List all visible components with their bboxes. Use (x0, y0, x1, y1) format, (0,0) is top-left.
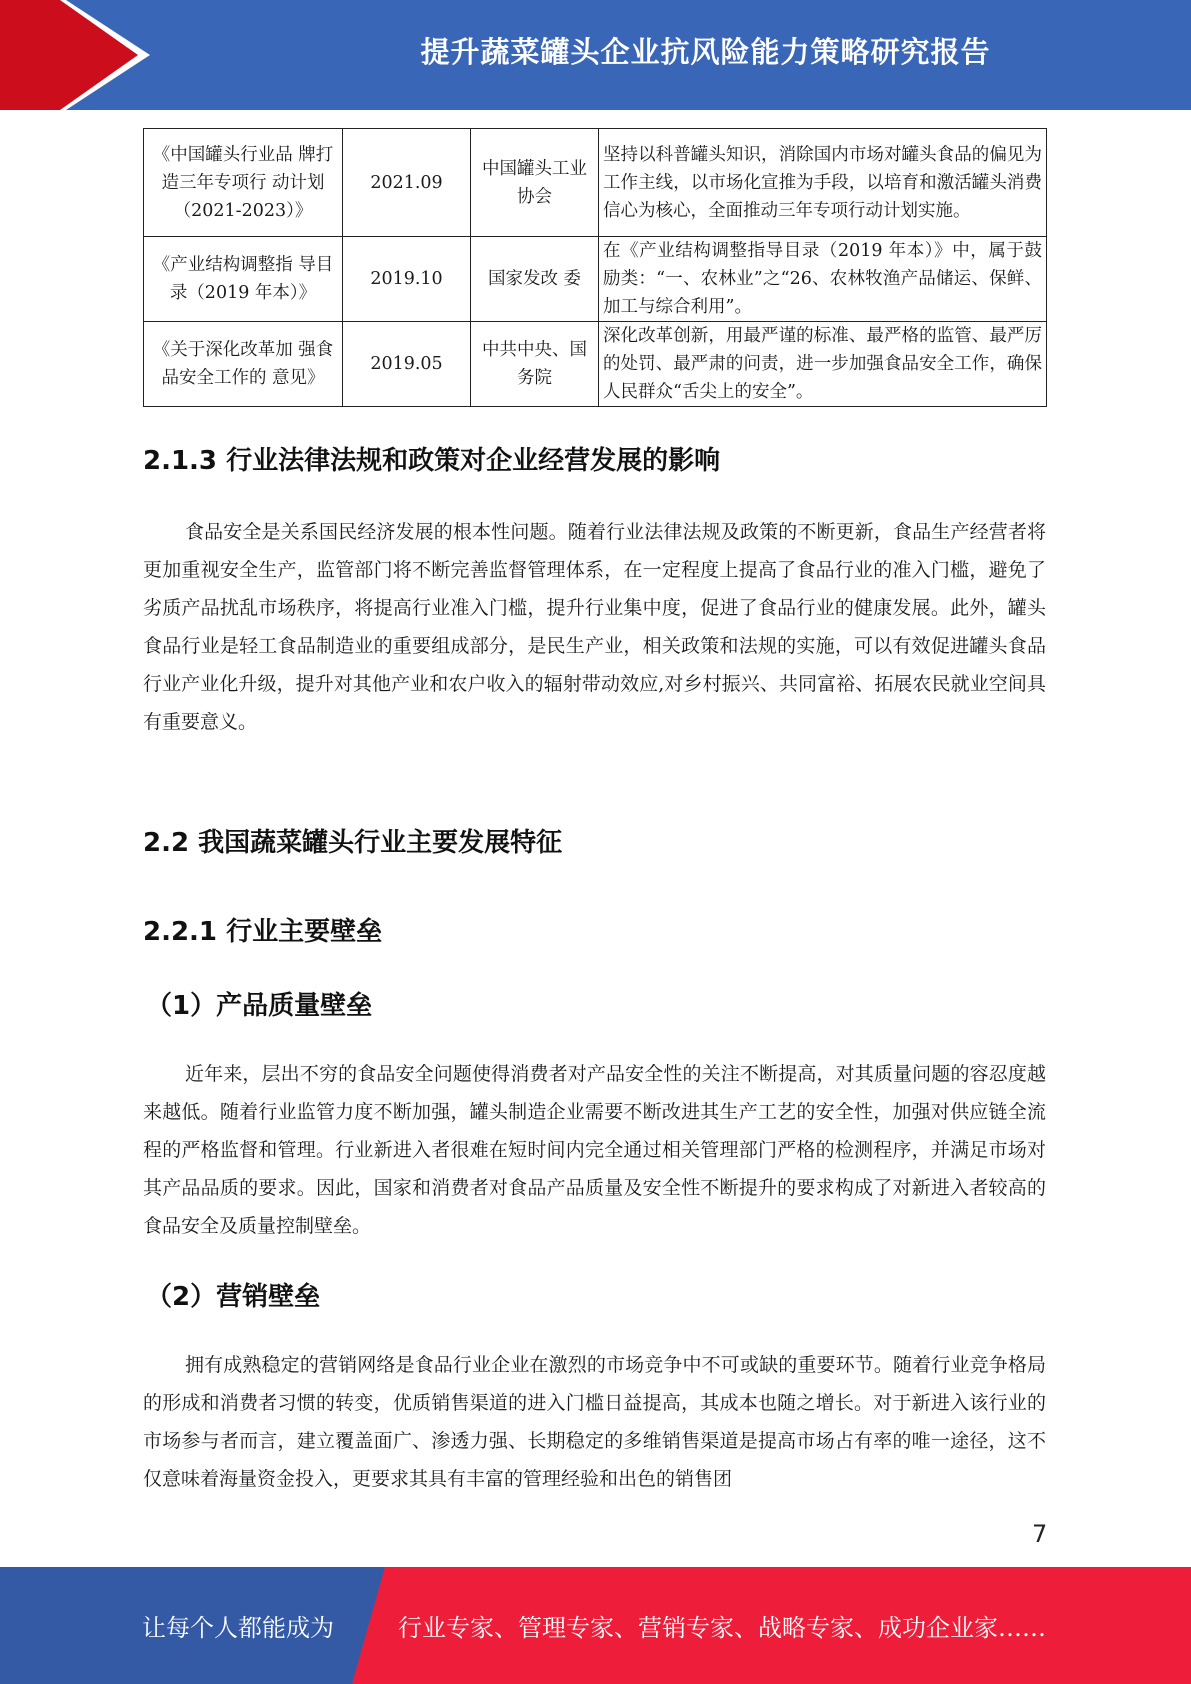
policy-desc-cell: 在《产业结构调整指导目录（2019 年本）》中，属于鼓励类：“一、农林业”之“26、农林牧渔产品储运、保鲜、加工与综合利用”。 (599, 237, 1047, 322)
footer-slogan-left: 让每个人都能成为 (142, 1614, 334, 1642)
report-title: 提升蔬菜罐头企业抗风险能力策略研究报告 (420, 34, 991, 69)
subsection-heading-quality-barrier: （1）产品质量壁垒 (146, 991, 373, 1021)
table-row (144, 237, 1047, 322)
subsection-paragraph-quality-barrier: 近年来，层出不穷的食品安全问题使得消费者对产品安全性的关注不断提高，对其质量问题的容忍度越来越低。随着行业监管力度不断加强，罐头制造企业需要不断改进其生产工艺的安全性，加强对供应链全流程的严格监督和管理。行业新进入者很难在短时间内完全通过相关管理部门严格的检测程序，并满足市场对其产品品质的要求。因此，国家和消费者对食品产品质量及安全性不断提升的要求构成了对新进入者较高的食品安全及质量控制壁垒。 (143, 1063, 1046, 1237)
policy-org-cell: 中国罐头工业协会 (471, 129, 599, 237)
policy-name-cell: 《中国罐头行业品 牌打造三年专项行 动计划（2021-2023）》 (144, 129, 343, 237)
section-heading-2-1-3: 2.1.3 行业法律法规和政策对企业经营发展的影响 (143, 446, 721, 476)
page-number: 7 (1032, 1520, 1048, 1548)
table-row (144, 322, 1047, 407)
footer-slogan-right: 行业专家、管理专家、营销专家、战略专家、成功企业家…… (398, 1614, 1046, 1642)
section-heading-2-2: 2.2 我国蔬菜罐头行业主要发展特征 (143, 828, 563, 858)
policy-org-cell: 国家发改 委 (471, 237, 599, 322)
policy-date-cell: 2019.10 (343, 237, 471, 322)
section-paragraph-2-1-3: 食品安全是关系国民经济发展的根本性问题。随着行业法律法规及政策的不断更新，食品生产经营者将更加重视安全生产，监管部门将不断完善监督管理体系，在一定程度上提高了食品行业的准入门槛，避免了劣质产品扰乱市场秩序，将提高行业准入门槛，提升行业集中度，促进了食品行业的健康发展。此外，罐头食品行业是轻工食品制造业的重要组成部分，是民生产业，相关政策和法规的实施，可以有效促进罐头食品行业产业化升级，提升对其他产业和农户收入的辐射带动效应,对乡村振兴、共同富裕、拓展农民就业空间具有重要意义。 (143, 521, 1046, 733)
section-heading-2-2-1: 2.2.1 行业主要壁垒 (143, 917, 383, 947)
page-footer (0, 1567, 1191, 1684)
policy-name-cell: 《产业结构调整指 导目录（2019 年本）》 (144, 237, 343, 322)
policy-date-cell: 2019.05 (343, 322, 471, 407)
header-arrow-decoration (0, 0, 240, 110)
subsection-paragraph-marketing-barrier: 拥有成熟稳定的营销网络是食品行业企业在激烈的市场竞争中不可或缺的重要环节。随着行业竞争格局的形成和消费者习惯的转变，优质销售渠道的进入门槛日益提高，其成本也随之增长。对于新进入该行业的市场参与者而言，建立覆盖面广、渗透力强、长期稳定的多维销售渠道是提高市场占有率的唯一途径，这不仅意味着海量资金投入，更要求其具有丰富的管理经验和出色的销售团 (143, 1354, 1046, 1490)
table-row (144, 129, 1047, 237)
policy-desc-cell: 坚持以科普罐头知识，消除国内市场对罐头食品的偏见为工作主线，以市场化宣推为手段，以培育和激活罐头消费信心为核心，全面推动三年专项行动计划实施。 (599, 129, 1047, 237)
subsection-heading-marketing-barrier: （2）营销壁垒 (146, 1282, 321, 1312)
policy-table (143, 128, 1047, 407)
policy-org-cell: 中共中央、国务院 (471, 322, 599, 407)
page-header (0, 0, 1191, 110)
policy-name-cell: 《关于深化改革加 强食品安全工作的 意见》 (144, 322, 343, 407)
policy-date-cell: 2021.09 (343, 129, 471, 237)
policy-desc-cell: 深化改革创新，用最严谨的标准、最严格的监管、最严厉的处罚、最严肃的问责，进一步加强食品安全工作，确保人民群众“舌尖上的安全”。 (599, 322, 1047, 407)
